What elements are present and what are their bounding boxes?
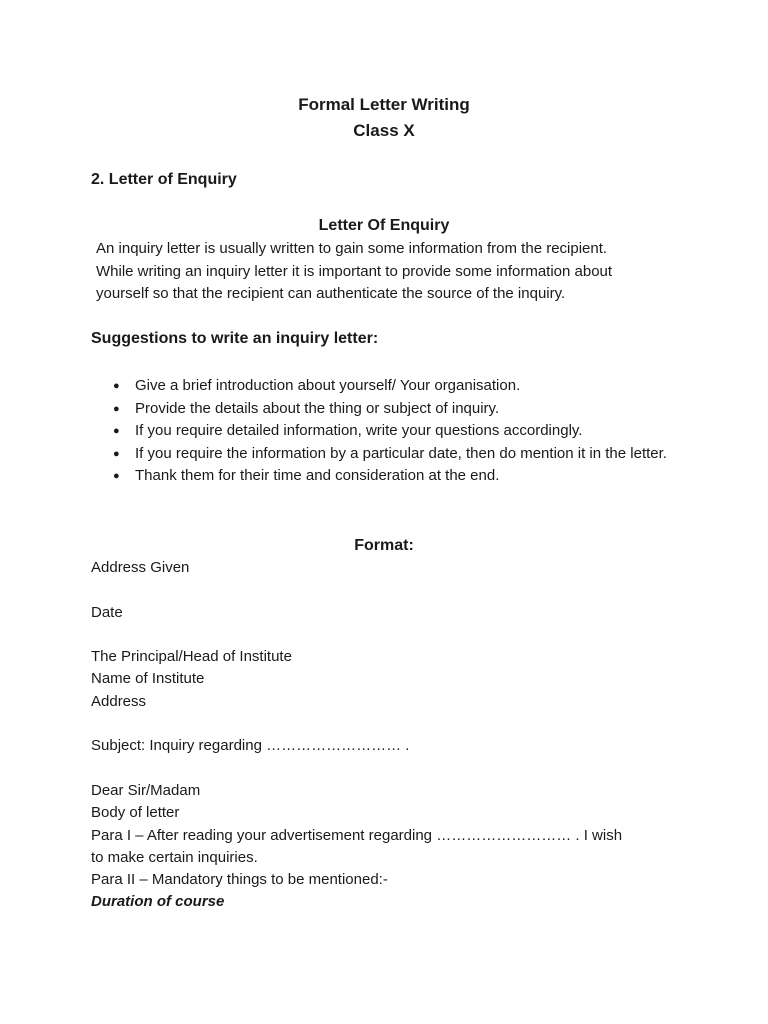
intro-line: yourself so that the recipient can authenticate the source of the inquiry. xyxy=(96,285,566,302)
list-item xyxy=(91,420,681,443)
list-item xyxy=(91,465,681,488)
letter-date: Date xyxy=(91,603,123,621)
subheading: Letter Of Enquiry xyxy=(318,217,450,234)
suggestions-heading: Suggestions to write an inquiry letter: xyxy=(91,330,379,347)
salutation: Dear Sir/Madam xyxy=(91,781,201,799)
sender-address: Address Given xyxy=(91,559,190,576)
intro-line: An inquiry letter is usually written to gain some information from the recipient. xyxy=(96,240,608,257)
bullet-icon: ● xyxy=(113,425,120,437)
list-item-text: Thank them for their time and consideration at the end. xyxy=(135,467,500,484)
document-title: Formal Letter Writing xyxy=(298,95,470,114)
suggestions-list xyxy=(91,375,681,488)
list-item xyxy=(91,375,681,398)
bullet-icon: ● xyxy=(113,470,120,482)
list-item xyxy=(91,443,681,466)
list-item-text: If you require the information by a particular date, then do mention it in the letter. xyxy=(135,444,667,462)
para-two: Para II – Mandatory things to be mentioned:- xyxy=(91,871,388,889)
intro-line: While writing an inquiry letter it is important to provide some information about xyxy=(96,262,613,280)
section-heading: 2. Letter of Enquiry xyxy=(91,171,237,188)
letter-format xyxy=(91,557,681,914)
list-item-text: Give a brief introduction about yourself/ Your organisation. xyxy=(135,377,521,394)
para-one-line-two: to make certain inquiries. xyxy=(91,848,258,866)
bullet-icon: ● xyxy=(113,380,120,392)
class-label: Class X xyxy=(353,121,415,140)
body-label: Body of letter xyxy=(91,804,180,822)
list-item-text: If you require detailed information, write your questions accordingly. xyxy=(135,422,583,439)
list-item-text: Provide the details about the thing or subject of inquiry. xyxy=(135,399,500,417)
recipient-address: Address xyxy=(91,692,147,710)
format-heading: Format: xyxy=(354,537,414,554)
duration-of-course: Duration of course xyxy=(91,893,225,911)
letter-subject: Subject: Inquiry regarding ……………………… . xyxy=(91,737,410,755)
recipient-institute: Name of Institute xyxy=(91,670,205,688)
bullet-icon: ● xyxy=(113,402,120,415)
intro-paragraph xyxy=(96,238,686,306)
list-item xyxy=(91,398,681,421)
recipient-designation: The Principal/Head of Institute xyxy=(91,648,292,666)
para-one-line-one: Para I – After reading your advertisement regarding ……………………… . I wish xyxy=(91,826,623,844)
bullet-icon: ● xyxy=(113,447,120,460)
